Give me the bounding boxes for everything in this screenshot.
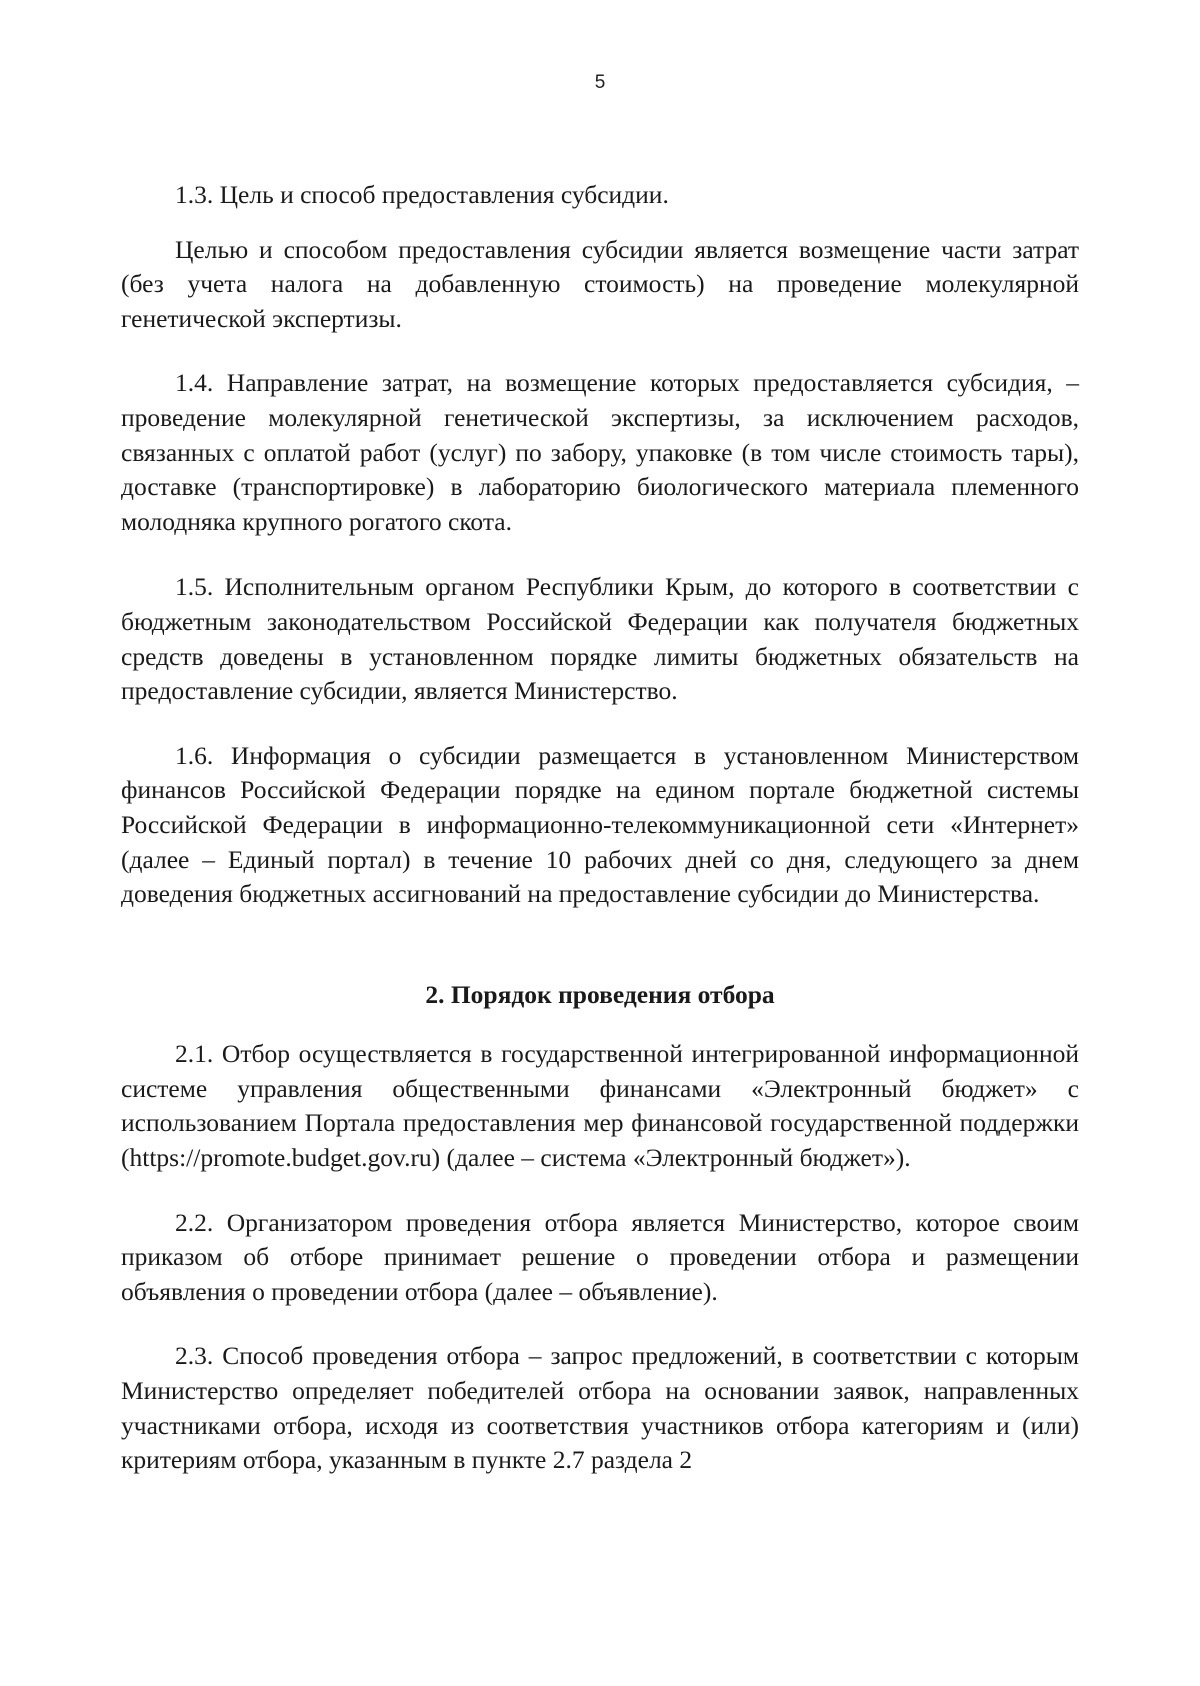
document-body	[121, 178, 1079, 1478]
section-2-title: 2. Порядок проведения отбора	[425, 979, 775, 1009]
clause-1-3-heading: 1.3. Цель и способ предоставления субсидии.	[175, 180, 669, 209]
clause-1-4: 1.4. Направление затрат, на возмещение которых предоставляется субсидия, – проведение молекулярной генетической экспертизы, за исключением расходов, связанных с оплатой работ (услуг) по забору, упаковке (в том числе стоимость тары), доставке (транспортировке) в лабораторию биологического материала племенного молодняка крупного рогатого скота.	[121, 368, 1079, 536]
page-number: 5	[594, 72, 606, 93]
clause-1-6: 1.6. Информация о субсидии размещается в установленном Министерством финансов Российской Федерации порядке на едином портале бюджетной системы Российской Федерации в информационно-телекоммуникационной сети «Интернет» (далее – Единый портал) в течение 10 рабочих дней со дня, следующего за днем доведения бюджетных ассигнований на предоставление субсидии до Министерства.	[121, 740, 1079, 909]
clause-1-5: 1.5. Исполнительным органом Республики Крым, до которого в соответствии с бюджетным законодательством Российской Федерации как получателя бюджетных средств доведены в установленном порядке лимиты бюджетных обязательств на предоставление субсидии, является Министерство.	[121, 572, 1079, 706]
clause-1-3-text: Целью и способом предоставления субсидии является возмещение части затрат (без учета налога на добавленную стоимость) на проведение молекулярной генетической экспертизы.	[121, 234, 1079, 333]
clause-2-1: 2.1. Отбор осуществляется в государственной интегрированной информационной системе управления общественными финансами «Электронный бюджет» с использованием Портала предоставления мер финансовой государственной поддержки (https://promote.budget.gov.ru) (далее – система «Электронный бюджет»).	[121, 1039, 1079, 1173]
clause-2-2: 2.2. Организатором проведения отбора является Министерство, которое своим приказом об отборе принимает решение о проведении отбора и размещении объявления о проведении отбора (далее – объявление).	[121, 1207, 1079, 1306]
clause-2-3: 2.3. Способ проведения отбора – запрос предложений, в соответствии с которым Министерство определяет победителей отбора на основании заявок, направленных участниками отбора, исходя из соответствия участников отбора категориям и (или) критериям отбора, указанным в пункте 2.7 раздела 2	[121, 1341, 1079, 1475]
